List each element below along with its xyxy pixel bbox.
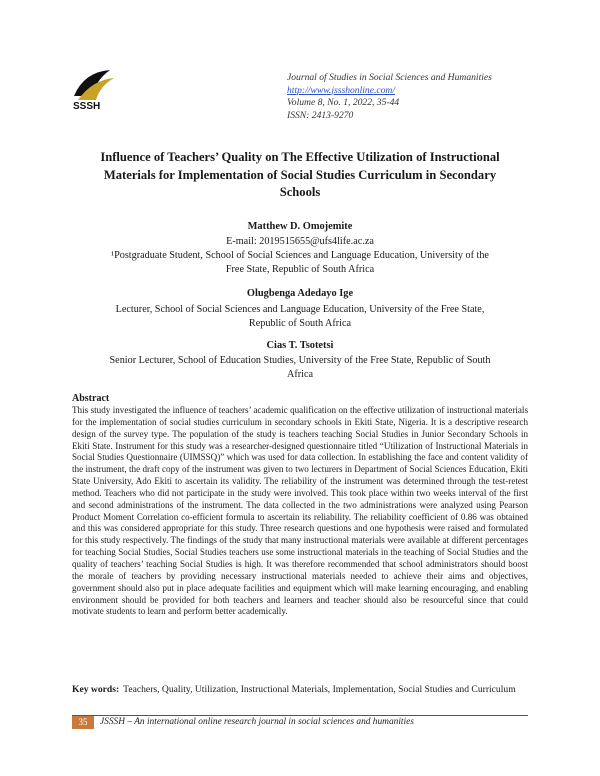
keywords: [72, 683, 528, 696]
page-number: 35: [72, 716, 94, 729]
author-affiliation-2a: Lecturer, School of Social Sciences and Language Education, University of the Free State,: [115, 304, 485, 315]
author-affiliation-1b: Free State, Republic of South Africa: [225, 264, 375, 275]
author-block-1: [72, 235, 528, 277]
journal-logo: [70, 66, 116, 112]
abstract-text: This study investigated the influence of teachers’ academic qualification on the effective utilization of instructional materials for the implementation of social studies curriculum in secondary schools in Ekiti State, Nigeria. It is a descriptive research design of the survey type. The population of the study is teachers teaching Social Studies in Junior Secondary Schools in Ekiti State. Instrument for this study was a researcher-designed questionnaire titled “Utilization of Instructional Materials in Social Studies Questionnaire (UIMSSQ)” which was used for data collection. In establishing the face and content validity of the instrument, the draft copy of the instrument was given to two lecturers in Department of Social Sciences Education, Ekiti State University, Ado Ekiti to ascertain its validity. The reliability of the instrument was determined through the test-retest method. Teachers who did not participate in the study were involved. This took place within two weeks interval of the first and second administrations of the instrument. The data collected in the two administrations were analyzed using Pearson Product Moment Correlation co-efficient formula to ascertain its reliability. The reliability coefficient of 0.86 was obtained and this was considered appropriate for this study. Three research questions and one hypothesis were raised and formulated for this study respectively. The findings of the study that many instructional materials were available at different percentages for teaching Social Studies, Social Studies teachers use some instructional materials in the teaching of Social Studies and the quality of teachers’ teaching Social Studies is high. It was therefore recommended that school administrators should boost the morale of teachers by providing necessary instructional materials needed to achieve their aims and objectives, government should also put in place adequate facilities and equipment which will make learning encouraging, and enabling environment should be provided for both teachers and learners and teacher should also be resourceful since that could motivate students to learn and perform better academically.: [72, 405, 528, 617]
author-name-1: Matthew D. Omojemite: [247, 221, 353, 232]
author-block-2: [72, 303, 528, 331]
author-name-3: Cias T. Tsotetsi: [266, 340, 334, 351]
abstract-heading: Abstract: [72, 393, 110, 404]
author-affiliation-3b: Africa: [286, 369, 314, 380]
title-line-1: Influence of Teachers’ Quality on The Effective Utilization of Instructional: [100, 150, 500, 164]
journal-issn: ISSN: 2413-9270: [287, 109, 354, 121]
author-name-2: Olugbenga Adedayo Ige: [246, 288, 354, 299]
author-affiliation-1a: ¹Postgraduate Student, School of Social Sciences and Language Education, University of the: [111, 250, 489, 261]
journal-volume: Volume 8, No. 1, 2022, 35-44: [287, 97, 400, 108]
author-affiliation-3a: Senior Lecturer, School of Education Studies, University of the Free State, Republic of South: [109, 355, 491, 366]
title-line-3: Schools: [279, 185, 321, 199]
author-email-1: E-mail: 2019515655@ufs4life.ac.za: [226, 236, 374, 247]
keywords-text: Teachers, Quality, Utilization, Instructional Materials, Implementation, Social Studies and Curriculum: [123, 684, 516, 695]
author-affiliation-2b: Republic of South Africa: [248, 318, 352, 329]
paper-title: [60, 149, 540, 202]
journal-name: Journal of Studies in Social Sciences and Humanities: [287, 72, 492, 83]
keywords-label: Key words:: [72, 684, 120, 695]
title-line-2: Materials for Implementation of Social Studies Curriculum in Secondary: [103, 167, 497, 182]
journal-info: [287, 72, 492, 122]
author-block-3: [72, 354, 528, 382]
journal-url-link[interactable]: http://www.jssshonline.com/: [287, 84, 396, 96]
logo-text: SSSH: [73, 101, 101, 112]
footer-text: JSSSH – An international online research journal in social sciences and humanities: [100, 717, 414, 727]
